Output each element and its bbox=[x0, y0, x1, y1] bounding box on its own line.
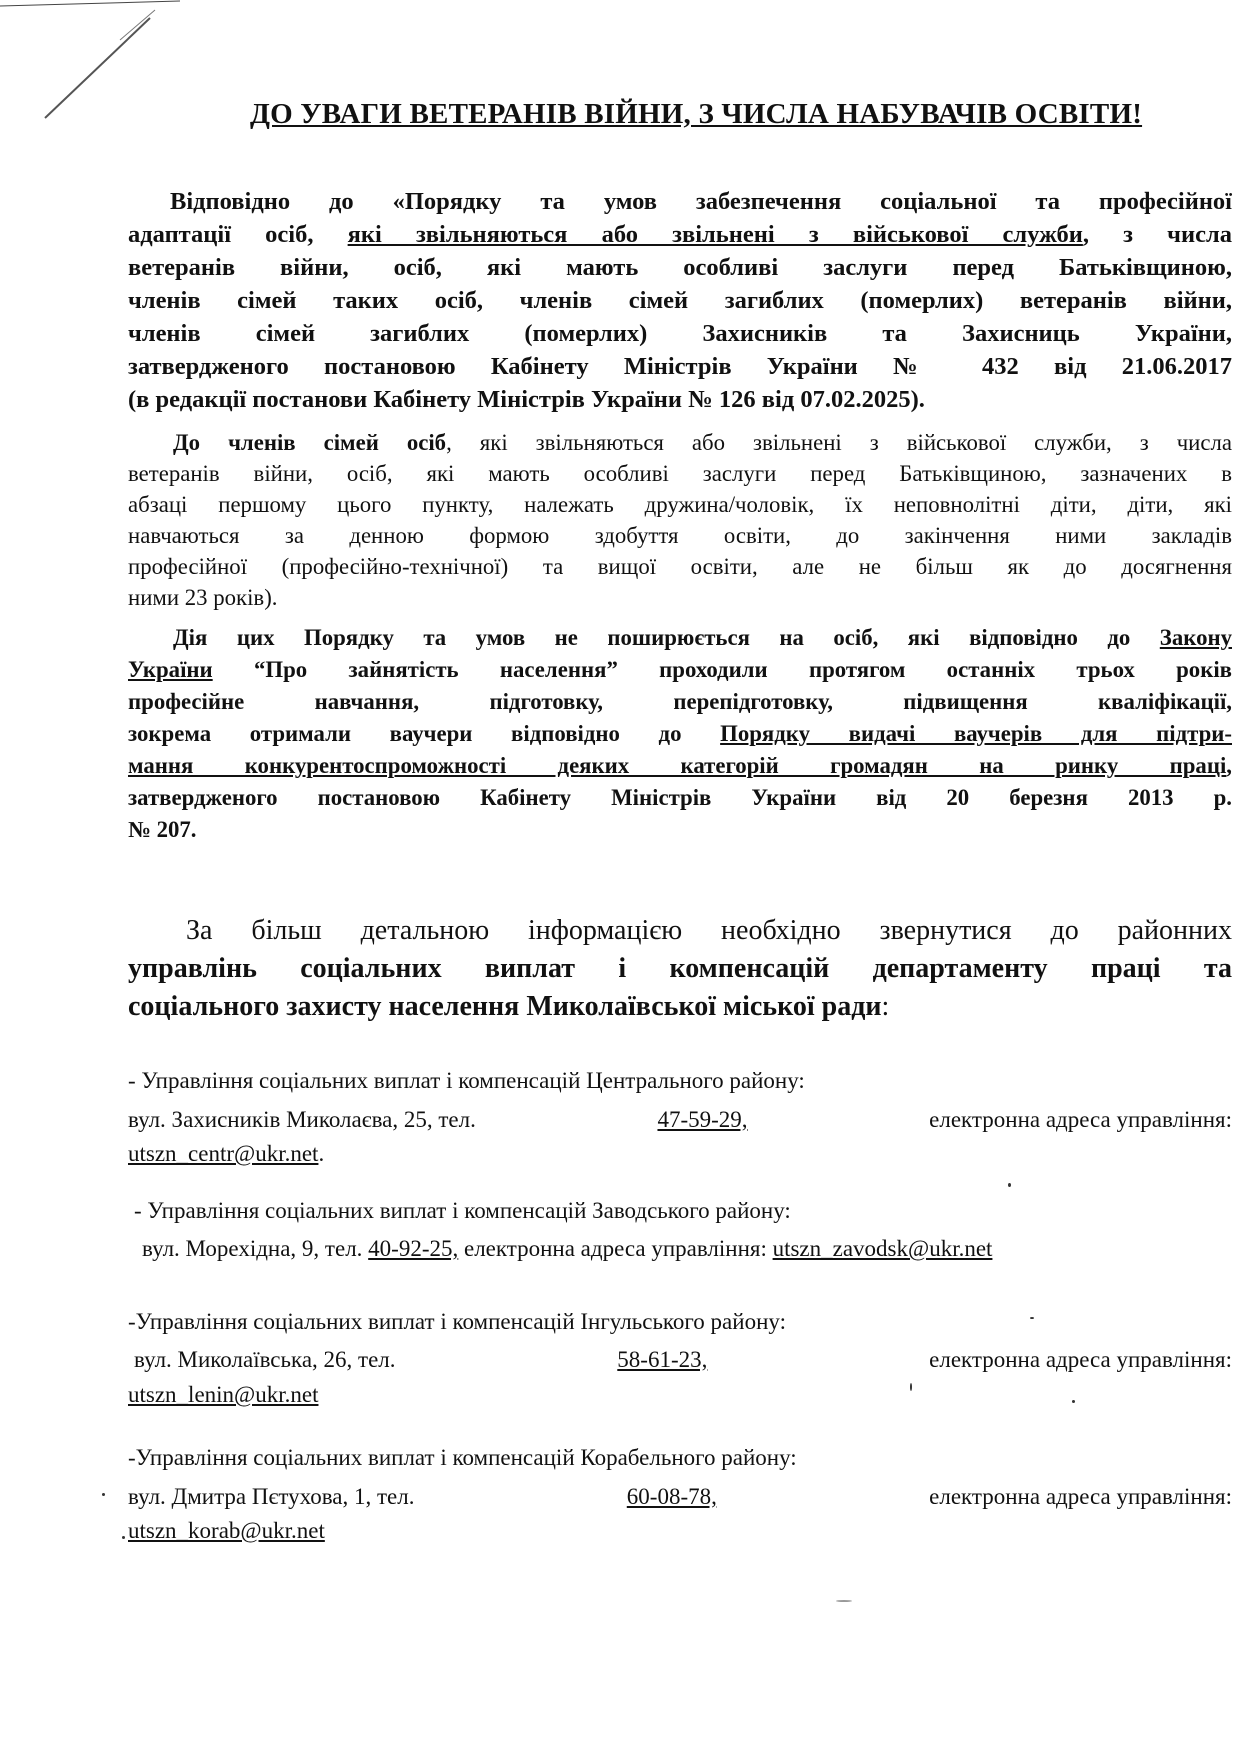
exclusion-line: затвердженого постановою Кабінету Міністрів України від 20 березня 2013 р. bbox=[128, 785, 1232, 810]
contact-lead-line bbox=[128, 988, 1232, 1026]
office-email-label: електронна адреса управління: bbox=[929, 1347, 1232, 1372]
intro-line: затвердженого постановою Кабінету Міністрів України № 432 від 21.06.2017 bbox=[128, 353, 1232, 380]
family-line: ветеранів війни, осіб, які мають особливі заслуги перед Батьківщиною, зазначених в bbox=[128, 461, 1232, 486]
office-phone[interactable]: 47-59-29, bbox=[657, 1107, 748, 1132]
office-title: -Управління соціальних виплат і компенсацій Інгульського району: bbox=[128, 1309, 786, 1334]
family-text: , які звільняються або звільнені з військової служби, з числа bbox=[446, 430, 1232, 455]
office-address: вул. Миколаївська, 26, тел. bbox=[134, 1347, 396, 1372]
office-email-label: електронна адреса управління: bbox=[929, 1484, 1232, 1509]
family-line: навчаються за денною формою здобуття освіти, до закінчення ними закладів bbox=[128, 523, 1232, 548]
office-email-end: . bbox=[318, 1141, 325, 1166]
office-email-line bbox=[128, 1141, 1232, 1167]
exclusion-line bbox=[128, 622, 1232, 654]
office-address: вул. Дмитра Пєтухова, 1, тел. bbox=[128, 1484, 415, 1509]
intro-line: (в редакції постанови Кабінету Міністрів України № 126 від 07.02.2025). bbox=[128, 386, 925, 413]
scan-speck bbox=[1072, 1400, 1075, 1403]
office-title: - Управління соціальних виплат і компенсацій Заводського району: bbox=[134, 1198, 791, 1223]
scan-speck bbox=[102, 1493, 105, 1496]
family-lead: До членів сімей осіб bbox=[173, 430, 447, 455]
intro-text: адаптації осіб, bbox=[128, 221, 348, 248]
exclusion-line bbox=[128, 654, 1232, 686]
contact-lead-line: За більш детальною інформацією необхідно звернутися до районних bbox=[186, 915, 1232, 946]
office-address: вул. Захисників Миколаєва, 25, тел. bbox=[128, 1107, 476, 1132]
office-email[interactable]: utszn_centr@ukr.net bbox=[128, 1141, 319, 1166]
office-email-label: електронна адреса управління: bbox=[929, 1107, 1232, 1132]
intro-line bbox=[128, 218, 1232, 251]
office-address-line bbox=[134, 1347, 1232, 1373]
exclusion-text: зокрема отримали ваучери відповідно до bbox=[128, 721, 721, 746]
family-line bbox=[128, 427, 1232, 458]
law-link[interactable]: Закону bbox=[1159, 625, 1232, 650]
exclusion-text: , bbox=[1226, 753, 1232, 778]
scan-speck bbox=[910, 1383, 912, 1391]
office-email-label: електронна адреса управління: bbox=[464, 1236, 767, 1261]
scan-speck bbox=[1008, 1183, 1011, 1187]
scan-speck bbox=[1030, 1317, 1034, 1319]
contact-lead-colon: : bbox=[881, 991, 890, 1022]
exclusion-line: професійне навчання, підготовку, перепідготовку, підвищення кваліфікації, bbox=[128, 689, 1232, 714]
office-email[interactable]: utszn_zavodsk@ukr.net bbox=[772, 1236, 993, 1261]
contact-lead-line: управлінь соціальних виплат і компенсацій департаменту праці та bbox=[128, 953, 1232, 984]
office-address-line bbox=[128, 1107, 1232, 1133]
intro-line: членів сімей загиблих (померлих) Захисників та Захисниць України, bbox=[128, 320, 1232, 347]
voucher-procedure-link[interactable]: мання конкурентоспроможності деяких категорій громадян на ринку праці bbox=[128, 753, 1227, 778]
office-title: - Управління соціальних виплат і компенсацій Центрального району: bbox=[128, 1068, 805, 1093]
exclusion-line bbox=[128, 718, 1232, 750]
page-title: ДО УВАГИ ВЕТЕРАНІВ ВІЙНИ, З ЧИСЛА НАБУВАЧІВ ОСВІТИ! bbox=[249, 98, 1143, 130]
intro-line: ветеранів війни, осіб, які мають особливі заслуги перед Батьківщиною, bbox=[128, 254, 1232, 281]
office-email-line bbox=[128, 1518, 1232, 1544]
scan-speck bbox=[836, 1600, 852, 1602]
office-phone[interactable]: 58-61-23, bbox=[617, 1347, 708, 1372]
intro-line: Відповідно до «Порядку та умов забезпечення соціальної та професійної bbox=[170, 188, 1232, 215]
contact-lead-text: соціального захисту населення Миколаївської міської ради bbox=[128, 991, 882, 1022]
family-line: ними 23 років). bbox=[128, 585, 278, 610]
family-line: абзаці першому цього пункту, належать дружина/чоловік, їх неповнолітні діти, діти, які bbox=[128, 492, 1232, 517]
family-line: професійної (професійно-технічної) та вищої освіти, але не більш як до досягнення bbox=[128, 554, 1232, 579]
law-link[interactable]: України bbox=[128, 657, 213, 682]
exclusion-text: “Про зайнятість населення” проходили протягом останніх трьох років bbox=[212, 657, 1232, 682]
exclusion-line: № 207. bbox=[128, 817, 197, 842]
exclusion-text: Дія цих Порядку та умов не поширюється на осіб, які відповідно до bbox=[173, 625, 1160, 650]
intro-text: , з числа bbox=[1082, 221, 1232, 248]
voucher-procedure-link[interactable]: Порядку видачі ваучерів для підтри- bbox=[720, 721, 1232, 746]
office-address: вул. Морехідна, 9, тел. bbox=[142, 1236, 363, 1261]
scan-speck bbox=[122, 1536, 125, 1539]
office-email[interactable]: utszn_lenin@ukr.net bbox=[128, 1382, 319, 1407]
office-title: -Управління соціальних виплат і компенсацій Корабельного району: bbox=[128, 1445, 797, 1470]
office-email-line bbox=[128, 1382, 1232, 1408]
office-phone[interactable]: 60-08-78, bbox=[626, 1484, 717, 1509]
office-phone[interactable]: 40-92-25, bbox=[368, 1236, 459, 1261]
office-email[interactable]: utszn_korab@ukr.net bbox=[128, 1518, 325, 1543]
office-address-line bbox=[142, 1236, 1232, 1262]
office-address-line bbox=[128, 1484, 1232, 1510]
underlined-phrase: які звільняються або звільнені з військової служби bbox=[347, 221, 1083, 248]
exclusion-line bbox=[128, 750, 1232, 782]
scan-fold-mark bbox=[0, 0, 180, 130]
intro-line: членів сімей таких осіб, членів сімей загиблих (померлих) ветеранів війни, bbox=[128, 287, 1232, 314]
